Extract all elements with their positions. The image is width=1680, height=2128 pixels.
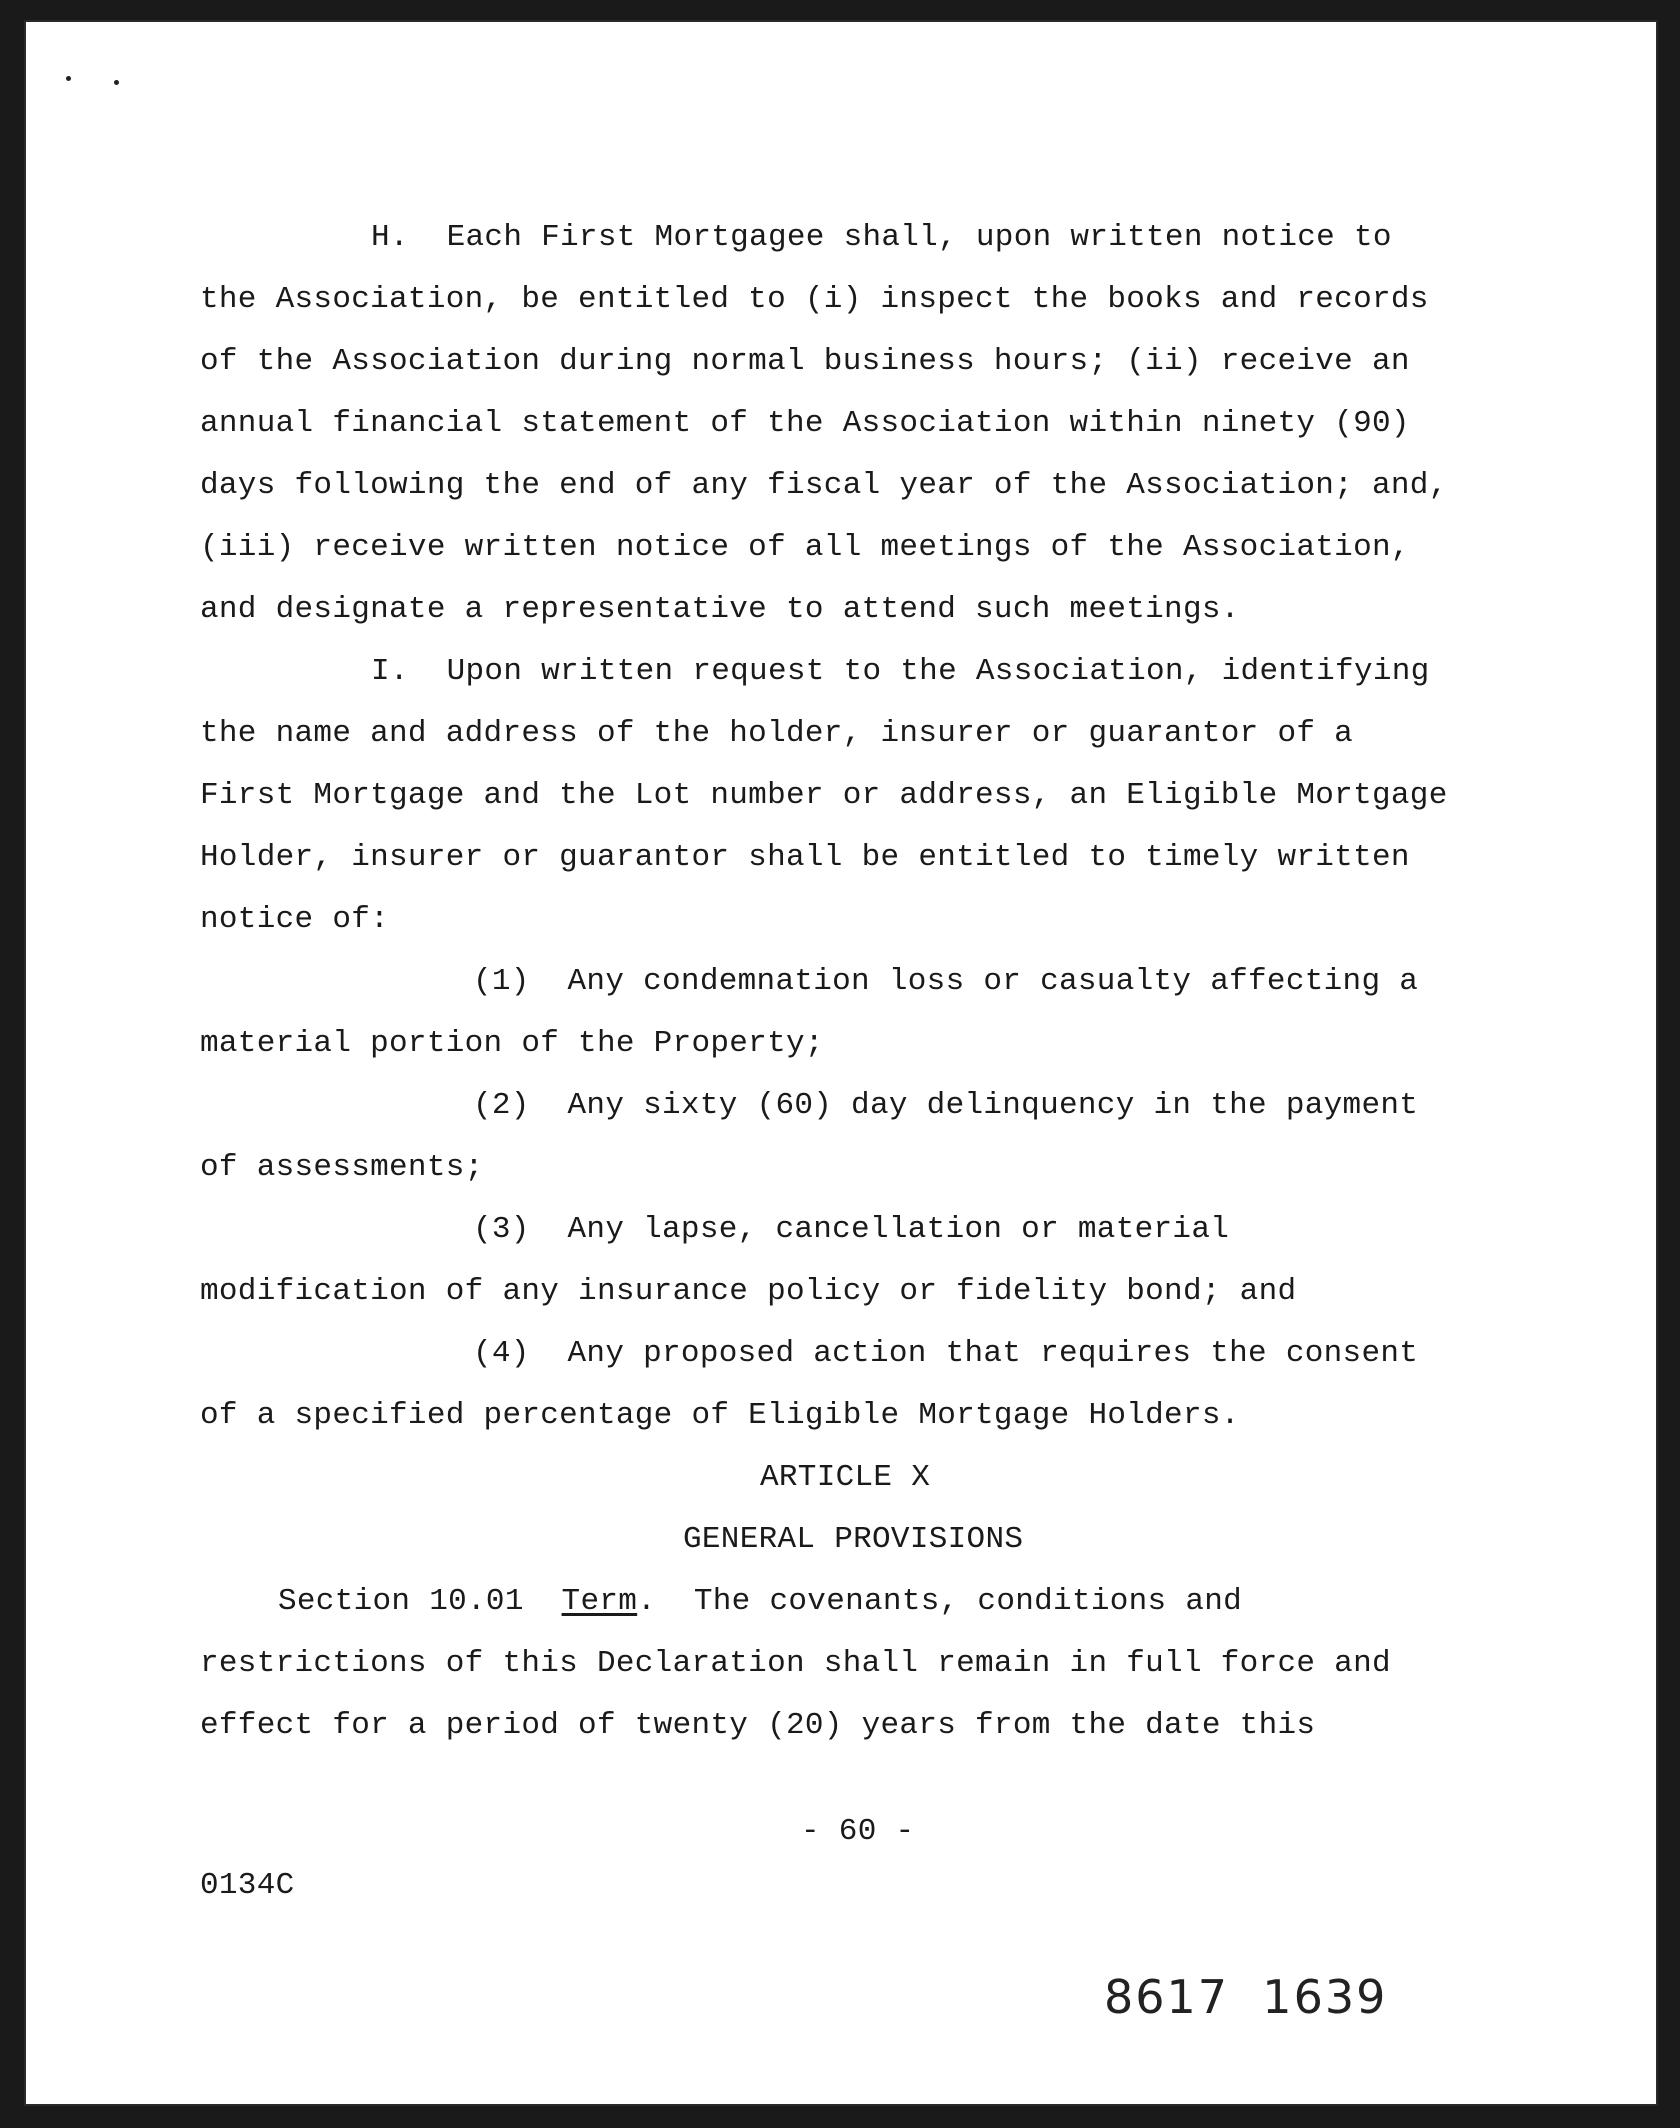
list-item-line: (3) Any lapse, cancellation or material xyxy=(473,1212,1230,1247)
paragraph-i-line: I. Upon written request to the Association, identifying xyxy=(371,654,1430,689)
paragraph-h-line: H. Each First Mortgagee shall, upon written notice to xyxy=(371,220,1392,255)
page-number: - 60 - xyxy=(801,1814,915,1849)
paragraph-i-line: the name and address of the holder, insurer or guarantor of a xyxy=(200,716,1354,751)
scan-speck xyxy=(66,76,71,81)
paragraph-h-line: of the Association during normal business hours; (ii) receive an xyxy=(200,344,1410,379)
article-title: GENERAL PROVISIONS xyxy=(683,1522,1024,1557)
paragraph-h-line: the Association, be entitled to (i) inspect the books and records xyxy=(200,282,1429,317)
paragraph-h-line: days following the end of any fiscal year of the Association; and, xyxy=(200,468,1448,503)
section-line: effect for a period of twenty (20) years from the date this xyxy=(200,1708,1316,1743)
article-number: ARTICLE X xyxy=(760,1460,931,1495)
list-item-line: of a specified percentage of Eligible Mortgage Holders. xyxy=(200,1398,1240,1433)
stamp-number: 8617 1639 xyxy=(1104,1970,1388,2024)
list-item-line: modification of any insurance policy or fidelity bond; and xyxy=(200,1274,1297,1309)
list-item-line: of assessments; xyxy=(200,1150,484,1185)
list-item-line: (4) Any proposed action that requires the consent xyxy=(473,1336,1419,1371)
section-line-rest: . The covenants, conditions and xyxy=(637,1584,1243,1619)
section-line: restrictions of this Declaration shall remain in full force and xyxy=(200,1646,1391,1681)
paragraph-h-line: and designate a representative to attend such meetings. xyxy=(200,592,1240,627)
document-page xyxy=(26,22,1656,2104)
paragraph-i-line: Holder, insurer or guarantor shall be entitled to timely written xyxy=(200,840,1410,875)
paragraph-i-line: First Mortgage and the Lot number or address, an Eligible Mortgage xyxy=(200,778,1448,813)
paragraph-h-line: annual financial statement of the Association within ninety (90) xyxy=(200,406,1410,441)
list-item-line: material portion of the Property; xyxy=(200,1026,824,1061)
scan-speck xyxy=(114,80,119,85)
document-code: 0134C xyxy=(200,1868,295,1903)
paragraph-h-line: (iii) receive written notice of all meetings of the Association, xyxy=(200,530,1410,565)
section-first-line xyxy=(278,1582,1242,1622)
list-item-line: (2) Any sixty (60) day delinquency in the payment xyxy=(473,1088,1419,1123)
section-label: Section 10.01 xyxy=(278,1584,562,1619)
list-item-line: (1) Any condemnation loss or casualty affecting a xyxy=(473,964,1419,999)
section-heading: Term xyxy=(561,1584,638,1619)
paragraph-i-line: notice of: xyxy=(200,902,390,937)
